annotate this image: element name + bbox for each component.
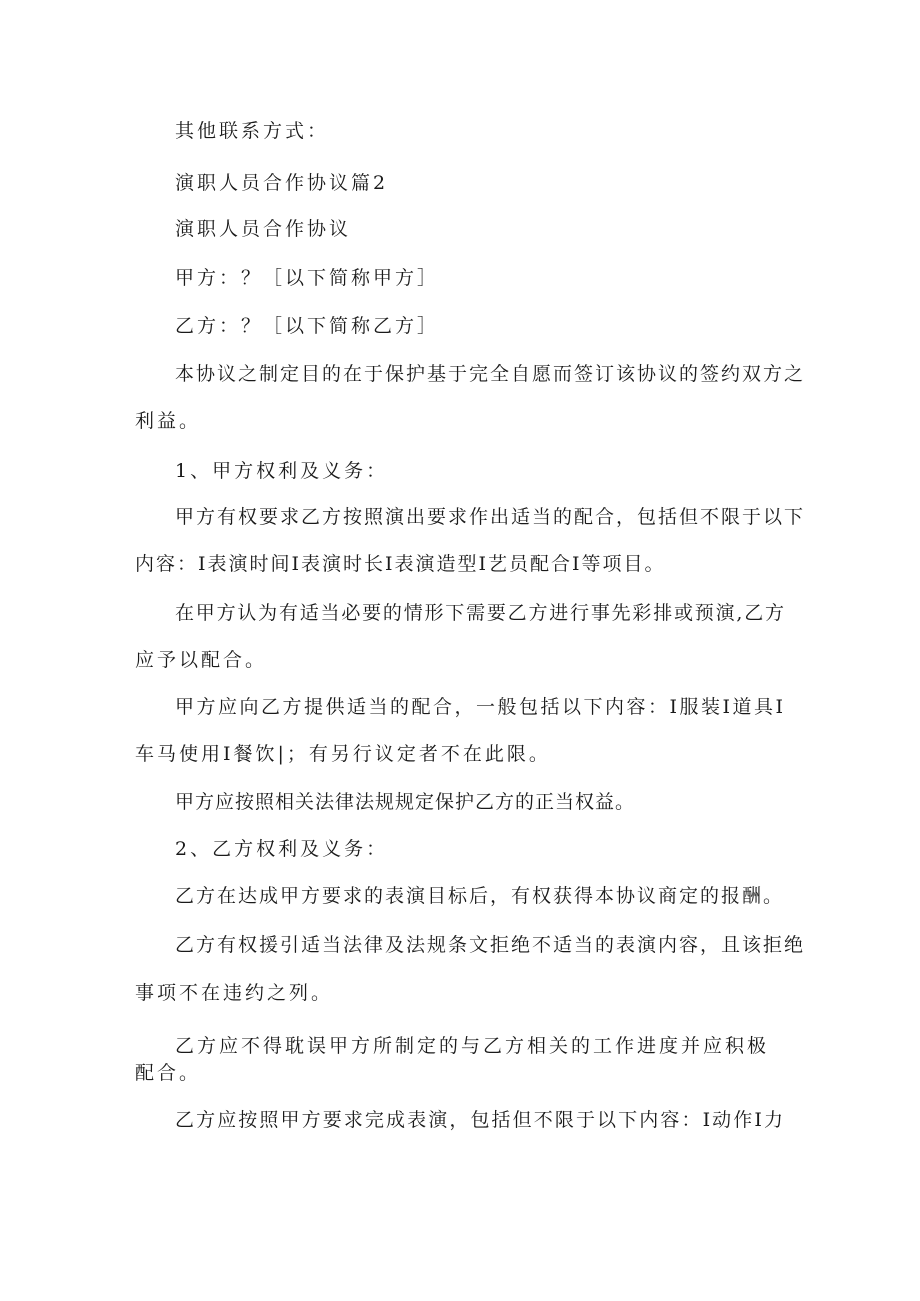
purpose-paragraph-line-1: 本协议之制定目的在于保护基于完全自愿而签订该协议的签约双方之 bbox=[175, 363, 806, 385]
clause-2-para-3-line-1: 乙方应不得耽误甲方所制定的与乙方相关的工作进度并应积极 bbox=[175, 1035, 770, 1057]
clause-1-para-3-line-1: 甲方应向乙方提供适当的配合，一般包括以下内容：I服装I道具I bbox=[175, 696, 785, 718]
clause-1-para-1-line-2: 内容：I表演时间I表演时长I表演造型I艺员配合I等项目。 bbox=[135, 553, 666, 575]
purpose-paragraph-line-2: 利益。 bbox=[135, 410, 202, 432]
clause-2-para-4-line-1: 乙方应按照甲方要求完成表演，包括但不限于以下内容：I动作I力 bbox=[175, 1109, 785, 1131]
clause-1-para-4: 甲方应按照相关法律法规规定保护乙方的正当权益。 bbox=[175, 791, 636, 813]
clause-2-para-3-line-2: 配合。 bbox=[135, 1062, 202, 1084]
party-b-line: 乙方：？［以下简称乙方］ bbox=[175, 315, 440, 337]
clause-1-para-1-line-1: 甲方有权要求乙方按照演出要求作出适当的配合，包括但不限于以下 bbox=[175, 506, 806, 528]
agreement-title: 演职人员合作协议 bbox=[175, 218, 352, 240]
clause-2-para-2-line-2: 事项不在违约之列。 bbox=[135, 982, 334, 1004]
clause-1-heading: 1、甲方权利及义务： bbox=[175, 460, 389, 482]
contact-label: 其他联系方式： bbox=[175, 120, 330, 142]
clause-2-para-2-line-1: 乙方有权援引适当法律及法规条文拒绝不适当的表演内容，且该拒绝 bbox=[175, 934, 806, 956]
section-heading: 演职人员合作协议篇2 bbox=[175, 172, 389, 194]
clause-1-para-2-line-2: 应予以配合。 bbox=[135, 649, 268, 671]
clause-2-para-1: 乙方在达成甲方要求的表演目标后，有权获得本协议商定的报酬。 bbox=[175, 885, 785, 907]
clause-1-para-2-line-1: 在甲方认为有适当必要的情形下需要乙方进行事先彩排或预演,乙方 bbox=[175, 602, 785, 624]
party-a-line: 甲方：？［以下简称甲方］ bbox=[175, 267, 440, 289]
clause-2-heading: 2、乙方权利及义务： bbox=[175, 838, 389, 860]
clause-1-para-3-line-2: 车马使用I餐饮|；有另行议定者不在此限。 bbox=[135, 743, 551, 765]
